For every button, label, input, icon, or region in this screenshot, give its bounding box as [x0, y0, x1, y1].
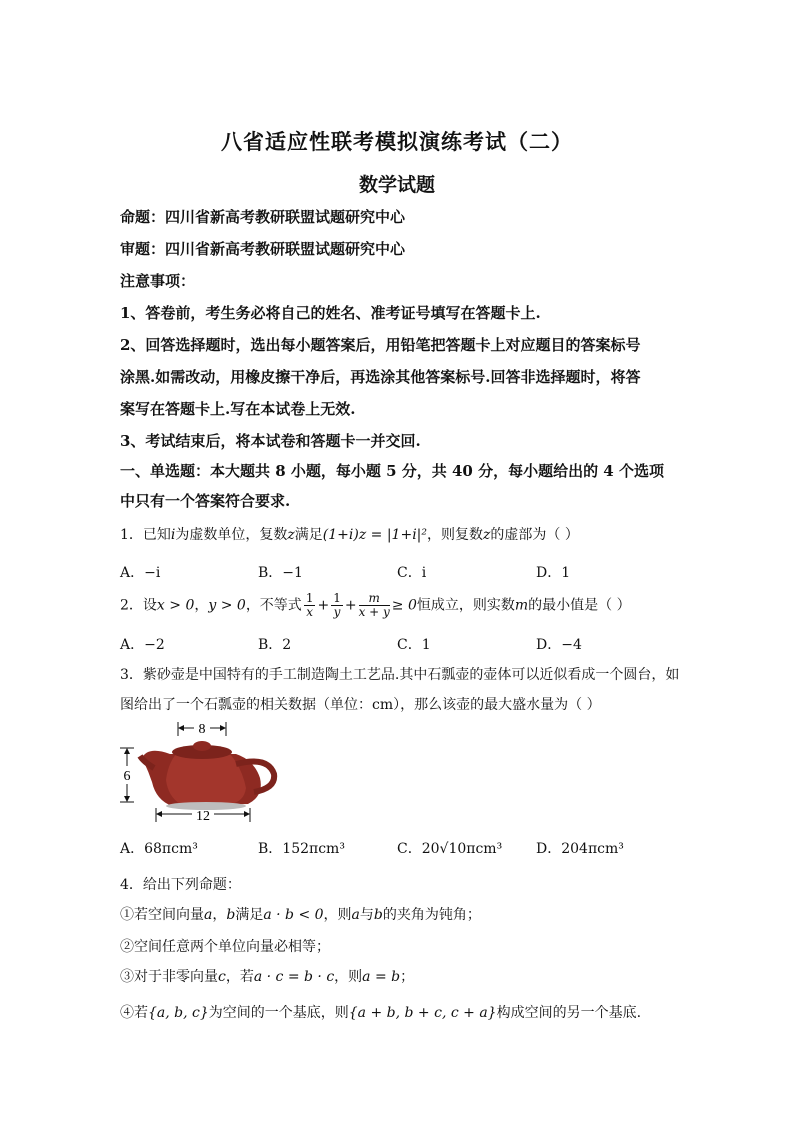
q1-option-a: A．−i [120, 565, 161, 581]
q3-option-a: A．68πcm³ [120, 841, 198, 857]
question-3-stem: 3．紫砂壶是中国特有的手工制造陶土工艺品.其中石瓢壶的壶体可以近似看成一个圆台，如 [120, 667, 680, 683]
proposition-1: ①若空间向量a，b满足a · b < 0，则a与b的夹角为钝角； [120, 907, 481, 923]
q2-option-c: C．1 [397, 637, 431, 653]
q3-option-d: D．204πcm³ [536, 841, 624, 857]
notice-title: 注意事项： [120, 272, 196, 290]
author-line: 命题：四川省新高考教研联盟试题研究中心 [120, 208, 406, 226]
q2-option-a: A．−2 [120, 637, 165, 653]
q2-option-d: D．−4 [536, 637, 582, 653]
question-2-stem: 2．设x > 0，y > 0，不等式 $\frac{1}{x}$ + $\frac{1}{y}$ + $\frac{m}{x + y}$ ≥ 0恒成立，则实数m的最小值是（ ） [120, 591, 631, 619]
exam-title: 八省适应性联考模拟演练考试（二） [221, 129, 573, 154]
dim-bottom-label: 12 [196, 809, 210, 824]
dim-height-label: 6 [123, 769, 131, 784]
teapot-figure [118, 716, 288, 832]
teapot-illustration [118, 716, 288, 832]
q2-option-b: B．2 [258, 637, 292, 653]
q1-option-d: D．1 [536, 565, 571, 581]
q1-option-c: C．i [397, 565, 427, 581]
question-3-stem-cont: 图给出了一个石瓢壶的相关数据（单位：cm），那么该壶的最大盛水量为（ ） [120, 697, 601, 713]
notice-item: 涂黑.如需改动，用橡皮擦干净后，再选涂其他答案标号.回答非选择题时，将答 [120, 368, 641, 386]
notice-item: 2、回答选择题时，选出每小题答案后，用铅笔把答题卡上对应题目的答案标号 [120, 336, 641, 354]
question-1-stem: 1．已知i为虚数单位，复数z满足(1+i)z = |1+i|²，则复数z的虚部为（ ） [120, 527, 579, 543]
question-4-stem: 4．给出下列命题： [120, 877, 241, 893]
section-heading: 一、单选题：本大题共 8 小题，每小题 5 分，共 40 分，每小题给出的 4 个选项 [120, 462, 664, 480]
q1-option-b: B．−1 [258, 565, 303, 581]
proposition-2: ②空间任意两个单位向量必相等； [120, 939, 330, 955]
exam-subtitle: 数学试题 [358, 174, 435, 196]
notice-item: 案写在答题卡上.写在本试卷上无效. [120, 400, 356, 418]
dim-top-label: 8 [198, 722, 206, 737]
reviewer-line: 审题：四川省新高考教研联盟试题研究中心 [120, 240, 406, 258]
notice-item: 1、答卷前，考生务必将自己的姓名、准考证号填写在答题卡上. [120, 304, 541, 322]
proposition-4: ④若{a, b, c}为空间的一个基底，则{a + b, b + c, c + a}构成空间的另一个基底. [120, 1005, 642, 1021]
proposition-3: ③对于非零向量c，若a · c = b · c，则a = b； [120, 969, 415, 985]
notice-item: 3、考试结束后，将本试卷和答题卡一并交回. [120, 432, 421, 450]
section-heading-cont: 中只有一个答案符合要求. [120, 492, 291, 510]
q3-option-c: C．20√10πcm³ [397, 841, 503, 857]
q3-option-b: B．152πcm³ [258, 841, 345, 857]
